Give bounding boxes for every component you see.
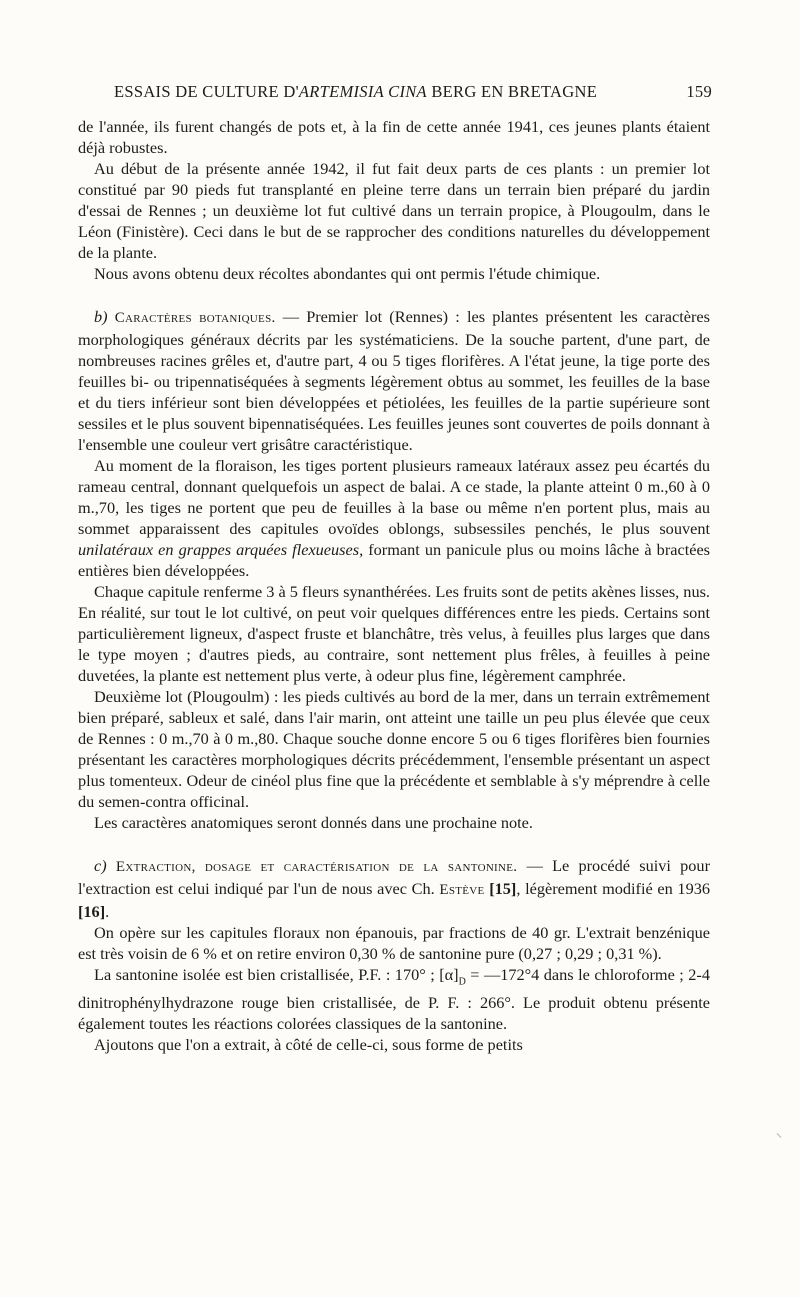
section-label: b): [94, 307, 108, 326]
paragraph: [78, 455, 710, 581]
paragraph-text: La santonine isolée est bien cristallisée, P.F. : 170° ; [α]: [94, 965, 459, 984]
reference: [16]: [78, 902, 106, 921]
section-c-paragraph: [78, 855, 710, 922]
subscript: D: [458, 976, 466, 988]
paragraph-text: Au moment de la floraison, les tiges portent plusieurs rameaux latéraux assez peu écartés du rameau central, donnant quelquefois un aspect de balai. A ce stade, la plante atteint 0 m.,60 à 0 m.,70, les tiges ne portent que peu de feuilles à la base ou même n'en portent plus, mais au sommet apparaissent des capitules ovoïdes oblongs, subsessiles penchés, le plus souvent: [78, 456, 710, 538]
section-heading: Caractères botaniques.: [114, 310, 276, 326]
running-title-pre: ESSAIS DE CULTURE D': [114, 82, 299, 101]
running-title-post: BERG EN BRETAGNE: [426, 82, 598, 101]
paragraph: Au début de la présente année 1942, il fut fait deux parts de ces plants : un premier lot constitué par 90 pieds fut transplanté en pleine terre dans un terrain bien préparé du jardin d'essai de Rennes ; un deuxième lot fut cultivé dans un terrain propice, à Plougoulm, dans le Léon (Finistère). Ceci dans le but de se rapprocher des conditions naturelles du développement de la plante.: [78, 159, 710, 262]
author-name: Estève: [439, 882, 485, 898]
paragraph: On opère sur les capitules floraux non épanouis, par fractions de 40 gr. L'extrait benzénique est très voisin de 6 % et on retire environ 0,30 % de santonine pure (0,27 ; 0,29 ; 0,31 %).: [78, 923, 710, 963]
page: [78, 82, 710, 1055]
paragraph-text: formant un panicule plus ou moins lâche à bractées entières bien développées.: [78, 540, 710, 580]
paragraph: Les caractères anatomiques seront donnés dans une prochaine note.: [94, 813, 533, 832]
section-b-paragraph: [78, 306, 710, 455]
reference: [15]: [489, 879, 517, 898]
paragraph-text: — Premier lot (Rennes) : les plantes présentent les caractères morphologiques généraux décrits par les systématiciens. De la souche partent, d'une part, de nombreuses racines grêles et, d'autre part, 4 ou 5 tiges florifères. A l'état jeune, la tige porte des feuilles bi- ou tripennatiséquées à segments légèrement obtus au sommet, les feuilles de la base et du tiers inférieur sont bien développées et pétiolées, les feuilles de la partie supérieure sont sessiles et le plus souvent bipennatiséquées. Les feuilles jeunes sont couvertes de poils donnant à l'ensemble une couleur vert grisâtre caractéristique.: [78, 307, 710, 454]
paragraph: de l'année, ils furent changés de pots et, à la fin de cette année 1941, ces jeunes plants étaient déjà robustes.: [78, 117, 710, 157]
running-title: [114, 82, 597, 102]
paragraph-text: — Le procédé suivi pour l'extraction est celui indiqué par l'un de nous avec Ch.: [78, 856, 710, 898]
section-heading: Extraction, dosage et caractérisation de la santonine.: [115, 859, 518, 875]
body-text: [78, 116, 710, 1055]
paragraph-text: .: [105, 902, 110, 921]
paragraph: Ajoutons que l'on a extrait, à côté de celle-ci, sous forme de petits: [94, 1035, 523, 1055]
page-number: 159: [686, 82, 712, 101]
paragraph-text: , légèrement modifié en 1936: [516, 879, 710, 898]
paragraph: Deuxième lot (Plougoulm) : les pieds cultivés au bord de la mer, dans un terrain extrêmement bien préparé, sableux et salé, dans l'air marin, ont atteint une taille un peu plus élevée que ceux de Rennes : 0 m.,70 à 0 m.,80. Chaque souche donne encore 5 ou 6 tiges florifères bien fournies présentant les caractères morphologiques décrits précédemment, l'ensemble présentant un aspect plus tomenteux. Odeur de cinéol plus fine que la précédente et semblable à s'y méprendre à celle du semen-contra officinal.: [78, 687, 710, 811]
paragraph: [78, 964, 710, 1034]
page-speck: [777, 1133, 782, 1138]
paragraph-text: = —172°4 dans le chloroforme ; 2-4 dinitrophénylhydrazone rouge bien cristallisée, de P. F. : 266°. Le produit obtenu présente également toutes les réactions colorées classiques de la santonine.: [78, 965, 710, 1034]
running-head: [78, 82, 710, 102]
paragraph: Nous avons obtenu deux récoltes abondantes qui ont permis l'étude chimique.: [94, 264, 601, 283]
italic-text: unilatéraux en grappes arquées flexueuses,: [78, 540, 364, 559]
paragraph: Chaque capitule renferme 3 à 5 fleurs synanthérées. Les fruits sont de petits akènes lisses, nus. En réalité, sur tout le lot cultivé, on peut voir quelques différences entre les pieds. Certains sont particulièrement ligneux, d'aspect fruste et blanchâtre, très velus, à feuilles plus larges que dans le type moyen ; d'autres pieds, au contraire, sont nettement plus frêles, à feuilles à peine duvetées, la plante est nettement plus verte, à odeur plus fine, légèrement camphrée.: [78, 582, 710, 685]
section-label: c): [94, 856, 107, 875]
running-title-species: ARTEMISIA CINA: [298, 82, 427, 101]
